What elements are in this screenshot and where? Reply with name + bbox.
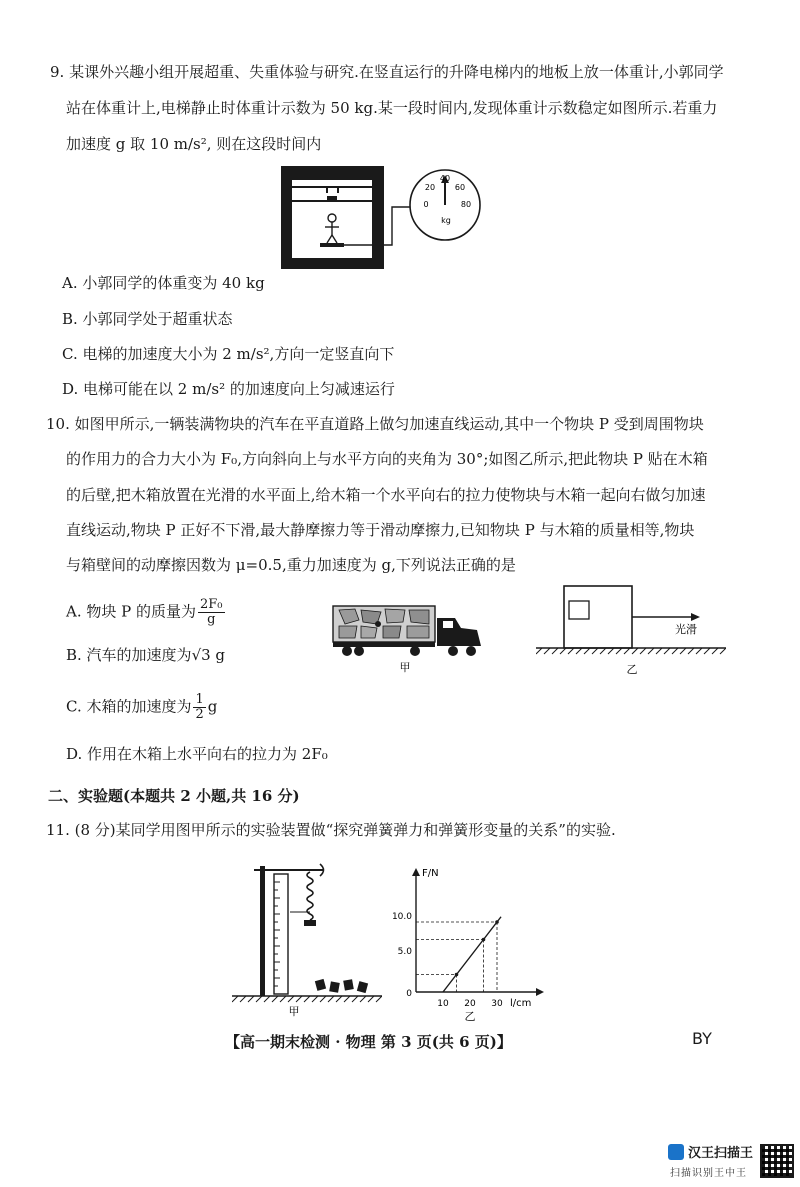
y-tick-5: 5.0 xyxy=(397,947,412,957)
q11-fig-jia-label: 甲 xyxy=(288,1005,300,1018)
section-heading: 二、实验题(本题共 2 小题,共 16 分) xyxy=(48,787,300,805)
data-point xyxy=(482,938,486,942)
scale-tick-40: 40 xyxy=(439,174,451,183)
q9-line-2: 站在体重计上,电梯静止时体重计示数为 50 kg.某一段时间内,发现体重计示数稳定如图所示.若重力 xyxy=(66,99,718,117)
q10-option-d[interactable]: D. 作用在木箱上水平向右的拉力为 2F₀ xyxy=(66,745,328,763)
q11-text: 11. (8 分)某同学用图甲所示的实验装置做“探究弹簧弹力和弹簧形变量的关系”的实验. xyxy=(46,821,616,839)
fraction-numerator: 2F₀ xyxy=(200,597,223,612)
scanner-logo-icon xyxy=(668,1144,684,1160)
q10-option-a-fraction xyxy=(198,598,225,627)
fraction-denominator: g xyxy=(207,612,216,627)
q10-option-c-text: C. 木箱的加速度为 xyxy=(66,697,192,716)
fig-yi-label: 乙 xyxy=(626,663,638,676)
q9-option-c[interactable]: C. 电梯的加速度大小为 2 m/s²,方向一定竖直向下 xyxy=(62,345,395,363)
page-footer: 【高一期末检测 · 物理 第 3 页(共 6 页)】 xyxy=(225,1033,512,1051)
q11-fig-yi-label: 乙 xyxy=(464,1010,476,1022)
q10-option-b-math: √3 g xyxy=(191,646,226,664)
q10-option-c-fraction xyxy=(193,693,205,722)
q10-option-a-text: A. 物块 P 的质量为 xyxy=(66,602,196,621)
q9-line-1: 9. 某课外兴趣小组开展超重、失重体验与研究.在竖直运行的升降电梯内的地板上放一体重计,小郭同学 xyxy=(50,63,724,81)
q10-line-1: 10. 如图甲所示,一辆装满物块的汽车在平直道路上做匀加速直线运动,其中一个物块 P 受到周围物块 xyxy=(46,415,704,433)
scale-tick-80: 80 xyxy=(460,200,472,209)
scanner-slogan: 扫描识别王中王 xyxy=(670,1168,747,1179)
data-point xyxy=(455,973,459,977)
y-tick-10: 10.0 xyxy=(391,912,412,922)
q10-option-c[interactable] xyxy=(66,693,217,722)
origin-label: 0 xyxy=(406,989,412,999)
elevator-figure xyxy=(280,165,490,270)
q10-option-c-suffix: g xyxy=(207,697,218,716)
scanner-watermark xyxy=(668,1142,756,1180)
truck-figure xyxy=(325,598,490,673)
series-line xyxy=(443,917,501,992)
q10-line-5: 与箱壁间的动摩擦因数为 μ=0.5,重力加速度为 g,下列说法正确的是 xyxy=(66,556,516,574)
q10-option-b-text: B. 汽车的加速度为 xyxy=(66,646,192,664)
q10-option-b[interactable] xyxy=(66,645,225,665)
q9-line-3: 加速度 g 取 10 m/s², 则在这段时间内 xyxy=(66,135,322,153)
y-axis-label: F/N xyxy=(422,868,439,879)
q10-option-a[interactable] xyxy=(66,598,227,627)
scale-unit: kg xyxy=(441,216,451,225)
q10-line-3: 的后壁,把木箱放置在光滑的水平面上,给木箱一个水平向右的拉力使物块与木箱一起向右做匀加速 xyxy=(66,486,706,504)
fraction-denominator: 2 xyxy=(195,707,204,722)
x-axis-label: l/cm xyxy=(510,998,532,1009)
qr-code-icon xyxy=(760,1144,794,1178)
scanner-brand: 汉王扫描王 xyxy=(688,1146,754,1161)
x-tick-30: 30 xyxy=(491,999,503,1009)
q10-line-2: 的作用力的合力大小为 F₀,方向斜向上与水平方向的夹角为 30°;如图乙所示,把此物块 P 贴在木箱 xyxy=(66,450,708,468)
fraction-numerator: 1 xyxy=(195,692,204,707)
q9-option-b[interactable]: B. 小郭同学处于超重状态 xyxy=(62,310,233,328)
scale-tick-60: 60 xyxy=(454,183,466,192)
scale-tick-20: 20 xyxy=(424,183,436,192)
q10-line-4: 直线运动,物块 P 正好不下滑,最大静摩擦力等于滑动摩擦力,已知物块 P 与木箱的质量相等,物块 xyxy=(66,521,695,539)
force-length-chart xyxy=(388,852,548,1022)
scale-tick-0: 0 xyxy=(423,200,429,209)
data-point xyxy=(495,920,499,924)
box-figure xyxy=(536,583,726,678)
paper-code: BY xyxy=(692,1029,712,1048)
smooth-surface-label: 光滑 xyxy=(675,623,697,636)
q9-option-a[interactable]: A. 小郭同学的体重变为 40 kg xyxy=(62,274,265,292)
fig-jia-label: 甲 xyxy=(399,661,411,673)
x-tick-10: 10 xyxy=(437,999,449,1009)
x-tick-20: 20 xyxy=(464,999,476,1009)
spring-apparatus-figure xyxy=(232,858,382,1018)
q9-option-d[interactable]: D. 电梯可能在以 2 m/s² 的加速度向上匀减速运行 xyxy=(62,380,395,398)
